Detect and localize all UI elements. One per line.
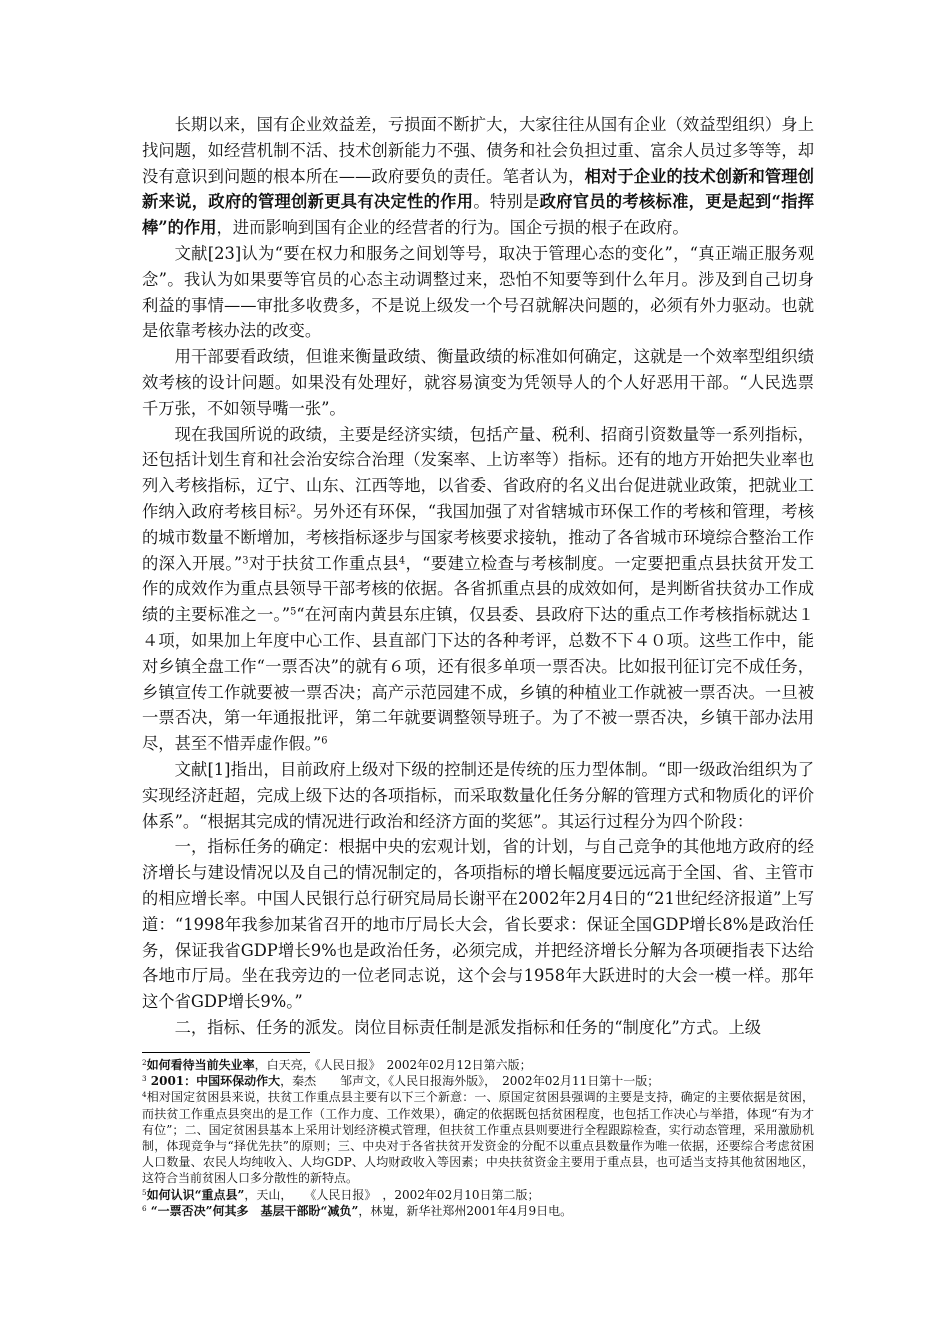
footnote-ref: 4 (142, 1090, 147, 1100)
footnote-ref: 2 (142, 1058, 147, 1068)
footnote (142, 1089, 814, 1186)
text-run: 现在我国所说的政绩，主要是经济实绩，包括产量、税利、招商引资数量等一系列指标，还包括计划生育和社会治安综合治理（发案率、上访率等）指标。还有的地方开始把失业率也列入考核指标，辽宁、山东、江西等地，以省委、省政府的名义出台促进就业政策，把就业工作纳入政府考核目标 (142, 424, 814, 521)
footnote-separator (142, 1052, 310, 1053)
text-run: ，秦杰 邹声文，《人民日报海外版》， 2002年02月11日第十一版； (280, 1074, 660, 1089)
text-run: 对于扶贫工作重点县 (248, 553, 399, 573)
text-run: 。另外还有环保，“我国加强了对省辖城市环保工作的考核和管理，考核的城市数量不断增加，考核指标逐步与国家考核要求接轨，推动了各省城市环境综合整治工作的深入开展。” (142, 501, 814, 573)
footnote-ref: 6 (321, 735, 328, 747)
footnote-ref: 4 (398, 555, 406, 567)
text-run: 用干部要看政绩，但谁来衡量政绩、衡量政绩的标准如何确定，这就是一个效率型组织绩效考核的设计问题。如果没有处理好，就容易演变为凭领导人的个人好恶用干部。“人民选票千万张，不如领导嘴一张”。 (142, 347, 814, 418)
body-text (142, 112, 814, 1041)
footnote-ref: 3 (142, 1074, 147, 1084)
bold-text: 政府官员的考核标准，更是起到“指挥棒”的作用 (142, 192, 814, 238)
paragraph (142, 241, 814, 344)
paragraph (142, 112, 814, 241)
footnote-ref: 5 (142, 1187, 147, 1197)
text-run: ，白天亮，《人民日报》 2002年02月12日第六版； (254, 1058, 532, 1072)
footnote (142, 1187, 814, 1203)
footnote-ref: 5 (290, 606, 297, 618)
footnote (142, 1057, 814, 1073)
paragraph (142, 834, 814, 1015)
paragraph (142, 422, 814, 757)
footnote-ref: 2 (289, 503, 297, 515)
text-run: “在河南内黄县东庄镇，仅县委、县政府下达的重点工作考核指标就达１４项，如果加上年度中心工作、县直部门下达的各种考评，总数不下４０项。这些工作中，能对乡镇全盘工作“一票否决”的就有６项，还有很多单项一票否决。比如报刊征订完不成任务，乡镇宣传工作就要被一票否决；高产示范园建不成，乡镇的种植业工作就被一票否决。一旦被一票否决，第一年通报批评，第二年就要调整领导班子。为了不被一票否决，乡镇干部办法用尽，甚至不惜弄虚作假。” (142, 605, 815, 754)
bold-text: “一票否决”何其多 基层干部盼“减负” (146, 1203, 359, 1218)
text-run: 长期以来，国有企业效益差，亏损面不断扩大，大家往往从国有企业（效益型组织）身上找问题，如经营机制不活、技术创新能力不强、债务和社会负担过重、富余人员过多等等，却没有意识到问题的根本所在——政府要负的责任。笔者认为， (142, 115, 814, 186)
bold-text: 如何认识“重点县” (146, 1187, 245, 1202)
footnotes (142, 1057, 814, 1219)
bold-text: 相对于企业的技术创新和管理创新来说，政府的管理创新更具有决定性的作用 (142, 166, 814, 212)
text-run: ，“要建立检查与考核制度。一定要把重点县扶贫开发工作的成效作为重点县领导干部考核的依据。各省抓重点县的成效如何，是判断省扶贫办工作成绩的主要标准之一。” (142, 553, 814, 625)
footnote-ref: 6 (142, 1203, 147, 1213)
text-run: 文献[1]指出，目前政府上级对下级的控制还是传统的压力型体制。“即一级政治组织为了实现经济赶超，完成上级下达的各项指标，而采取数量化任务分解的管理方式和物质化的评价体系”。“根据其完成的情况进行政治和经济方面的奖惩”。其运行过程分为四个阶段： (142, 759, 814, 831)
bold-text: 如何看待当前失业率 (146, 1058, 255, 1072)
text-run: ，林嵬，新华社郑州2001年4月9日电。 (358, 1203, 573, 1218)
paragraph (142, 344, 814, 421)
text-run: 文献[23]认为“要在权力和服务之间划等号，取决于管理心态的变化”，“真正端正服务观念”。我认为如果要等官员的心态主动调整过来，恐怕不知要等到什么年月。涉及到自己切身利益的事情——审批多收费多，不是说上级发一个号召就解决问题的，必须有外力驱动。也就是依靠考核办法的改变。 (142, 243, 814, 341)
bold-text: 2001：中国环保动作大 (146, 1074, 281, 1089)
footnote-ref: 3 (242, 555, 249, 567)
paragraph (142, 757, 814, 834)
text-run: 二，指标、任务的派发。岗位目标责任制是派发指标和任务的“制度化”方式。上级 (174, 1017, 762, 1037)
text-run: 相对国定贫困县来说，扶贫工作重点县主要有以下三个新意：一、原国定贫困县强调的主要是支持，确定的主要依据是贫困，而扶贫工作重点县突出的是工作（工作力度、工作效果），确定的依据既包括贫困程度，也包括工作决心与举措，体现“有为才有位”；二、国定贫困县基本上采用计划经济模式管理，但扶贫工作重点县则要进行全程跟踪检查，实行动态管理，采用激励机制，体现竞争与“择优先扶”的原则；三、中央对于各省扶贫开发资金的分配不以重点县数量作为唯一依据，还要综合考虑贫困人口数量、农民人均纯收入、人均GDP、人均财政收入等因素；中央扶贫资金主要用于重点县，也可适当支持其他贫困地区，这符合当前贫困人口多分散性的新特点。 (142, 1090, 814, 1186)
footnote (142, 1203, 814, 1219)
text-run: 。特别是 (473, 192, 540, 212)
text-run: 一，指标任务的确定：根据中央的宏观计划，省的计划，与自己竞争的其他地方政府的经济增长与建设情况以及自己的情况制定的，各项指标的增长幅度要远远高于全国、省、主管市的相应增长率。中国人民银行总行研究局局长谢平在2002年2月4日的“21世纪经济报道”上写道：“1998年我参加某省召开的地市厅局长大会，省长要求：保证全国GDP增长8%是政治任务，保证我省GDP增长9%也是政治任务，必须完成，并把经济增长分解为各项硬指表下达给各地市厅局。坐在我旁边的一位老同志说，这个会与1958年大跃进时的大会一模一样。那年这个省GDP增长9%。” (142, 837, 814, 1012)
paragraph (142, 1015, 814, 1041)
text-run: ，进而影响到国有企业的经营者的行为。国企亏损的根子在政府。 (216, 218, 689, 238)
footnote (142, 1073, 814, 1089)
text-run: ，天山， 《人民日报》 ，2002年02月10日第二版； (244, 1187, 540, 1202)
